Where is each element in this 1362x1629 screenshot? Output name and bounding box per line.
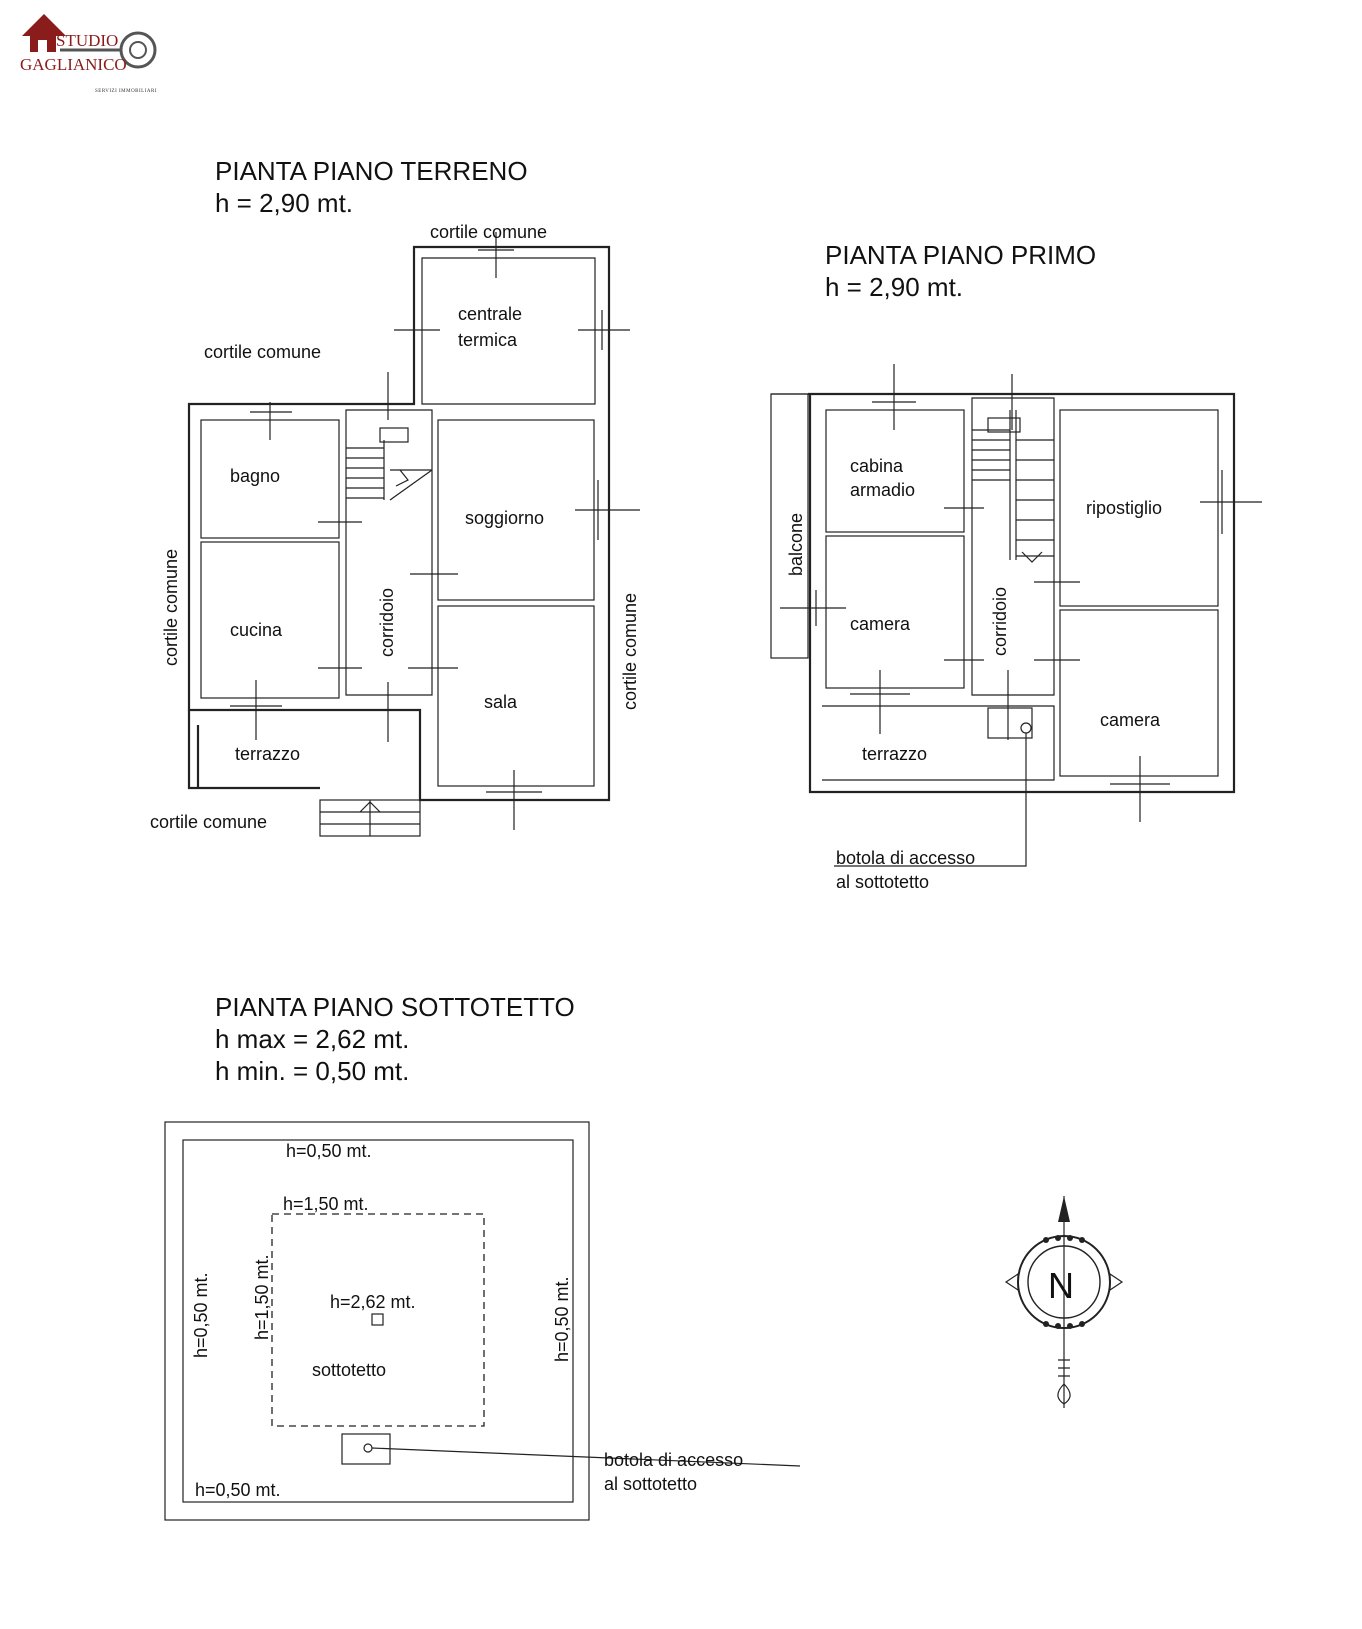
ground-label-cortile-left-side: cortile comune xyxy=(161,548,181,666)
attic-label-room: sottotetto xyxy=(312,1360,387,1380)
ground-floor-plan xyxy=(150,156,640,836)
studio-logo xyxy=(20,14,157,94)
attic-label-bottom: h=0,50 mt. xyxy=(195,1480,281,1500)
first-floor-plan xyxy=(771,240,1262,892)
attic-label-botola-2: al sottotetto xyxy=(604,1474,698,1494)
logo-line-2: GAGLIANICO xyxy=(20,55,127,74)
first-label-botola-2: al sottotetto xyxy=(836,872,930,892)
ground-label-cortile-bottom: cortile comune xyxy=(150,812,268,832)
attic-label-top: h=0,50 mt. xyxy=(286,1141,372,1161)
stairs-icon xyxy=(972,410,1054,562)
ground-floor-title: PIANTA PIANO TERRENO xyxy=(215,156,528,186)
first-label-ripostiglio: ripostiglio xyxy=(1086,498,1163,518)
stairs-icon xyxy=(346,428,432,500)
ground-label-cortile-top: cortile comune xyxy=(430,222,548,242)
attic-label-inner-left: h=1,50 mt. xyxy=(252,1254,272,1340)
ground-label-bagno: bagno xyxy=(230,466,281,486)
compass-north-label: N xyxy=(1048,1265,1074,1306)
ground-label-sala: sala xyxy=(484,692,518,712)
north-arrow-icon xyxy=(1006,1196,1122,1408)
ground-label-cucina: cucina xyxy=(230,620,283,640)
ground-label-corridoio: corridoio xyxy=(377,587,397,657)
ground-label-centrale-1: centrale xyxy=(458,304,523,324)
first-label-botola-1: botola di accesso xyxy=(836,848,976,868)
attic-hatch-icon xyxy=(834,708,1032,866)
ground-label-centrale-2: termica xyxy=(458,330,518,350)
attic-title: PIANTA PIANO SOTTOTETTO xyxy=(215,992,575,1022)
first-label-corridoio: corridoio xyxy=(990,586,1010,656)
attic-label-right: h=0,50 mt. xyxy=(552,1276,572,1362)
attic-label-inner-top: h=1,50 mt. xyxy=(283,1194,369,1214)
ground-label-terrazzo: terrazzo xyxy=(235,744,301,764)
first-label-camera-right: camera xyxy=(1100,710,1161,730)
first-floor-height: h = 2,90 mt. xyxy=(825,272,964,302)
ground-label-cortile-left-upper: cortile comune xyxy=(204,342,322,362)
attic-hmin: h min. = 0,50 mt. xyxy=(215,1056,410,1086)
first-label-terrazzo: terrazzo xyxy=(862,744,928,764)
ground-label-soggiorno: soggiorno xyxy=(465,508,545,528)
entrance-steps-icon xyxy=(320,800,420,836)
attic-plan xyxy=(165,992,800,1520)
attic-label-left: h=0,50 mt. xyxy=(191,1272,211,1358)
first-label-cabina-1: cabina xyxy=(850,456,904,476)
attic-label-botola-1: botola di accesso xyxy=(604,1450,744,1470)
logo-tagline: SERVIZI IMMOBILIARI xyxy=(95,89,158,94)
attic-label-center: h=2,62 mt. xyxy=(330,1292,416,1312)
ground-floor-height: h = 2,90 mt. xyxy=(215,188,354,218)
first-floor-title: PIANTA PIANO PRIMO xyxy=(825,240,1097,270)
logo-line-1: STUDIO xyxy=(56,31,119,50)
first-label-camera-left: camera xyxy=(850,614,911,634)
ground-label-cortile-right-side: cortile comune xyxy=(620,592,640,710)
attic-hmax: h max = 2,62 mt. xyxy=(215,1024,410,1054)
first-label-cabina-2: armadio xyxy=(850,480,916,500)
first-label-balcone: balcone xyxy=(786,512,806,576)
